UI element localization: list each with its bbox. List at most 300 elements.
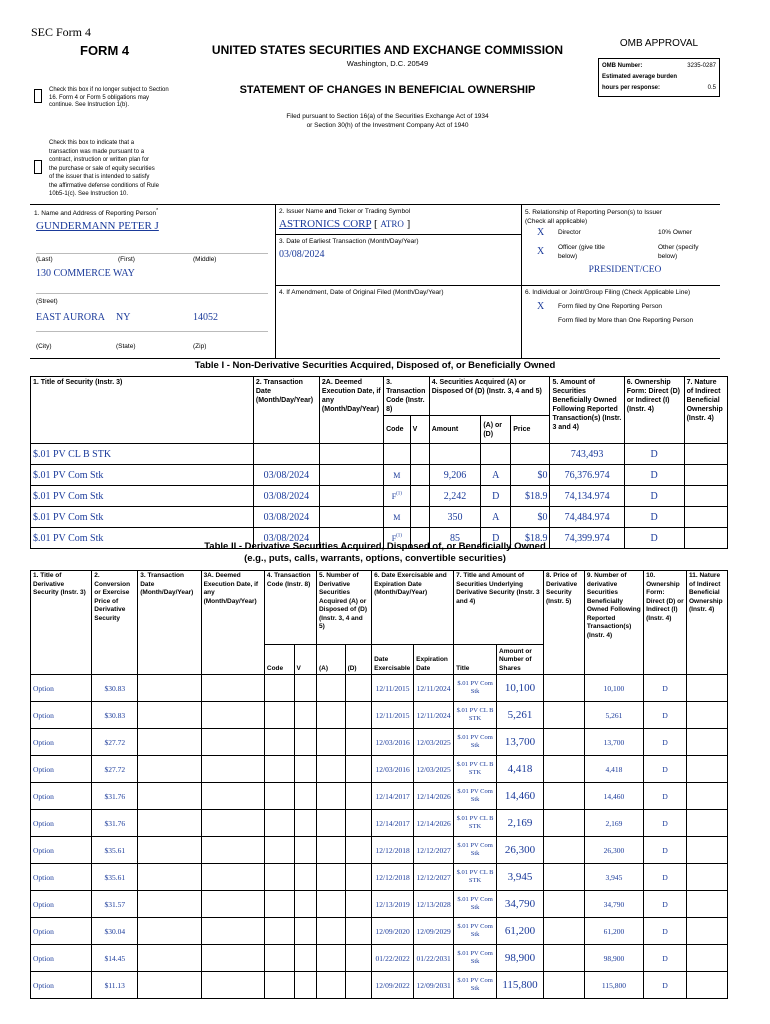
t2-exercisable-cell: 12/11/2015 [372, 702, 414, 729]
t2-form-cell: D [644, 810, 687, 837]
omb-burden-label: Estimated average burden [602, 74, 678, 80]
t2-exercisable-cell: 12/09/2020 [372, 918, 414, 945]
t2-h3a: 3A. Deemed Execution Date, if any (Month/Day/Year) [201, 571, 264, 675]
t2-price-cell: $30.83 [92, 702, 138, 729]
t2-nature-cell [686, 810, 727, 837]
t2-shares-cell: 14,460 [497, 783, 544, 810]
t2-form-cell: D [644, 972, 687, 999]
t1-ad-cell: D [481, 486, 511, 507]
t2-deemed-cell [201, 837, 264, 864]
director-label: Director [558, 229, 581, 236]
t2-underlying-cell: $.01 PV Com Stk [454, 972, 497, 999]
t2-owned-cell: 115,800 [584, 972, 643, 999]
t2-a-cell [316, 891, 345, 918]
t1-row [31, 465, 728, 486]
t2-a-cell [316, 837, 345, 864]
t2-h5: 5. Number of Derivative Securities Acquired (A) or Disposed of (D) (Instr. 3, 4 and 5) [316, 571, 371, 645]
table2-subtitle: (e.g., puts, calls, warrants, options, convertible securities) [244, 553, 506, 564]
t2-deriv-price-cell [544, 729, 585, 756]
ten-percent-owner-label: 10% Owner [658, 229, 692, 236]
t2-owned-cell: 10,100 [584, 675, 643, 702]
t2-a-cell [316, 810, 345, 837]
t2-expiration: Expiration Date [414, 645, 454, 675]
street-label: (Street) [36, 298, 58, 305]
last-label: (Last) [36, 256, 53, 263]
t1-form-cell: D [624, 507, 684, 528]
table2 [30, 570, 728, 999]
t2-h11: 11. Nature of Indirect Beneficial Ownership (Instr. 4) [686, 571, 727, 675]
t2-v-cell [294, 729, 316, 756]
t2-shares-cell: 34,790 [497, 891, 544, 918]
officer-label: Officer (give title below) [558, 244, 605, 260]
t2-a-cell [316, 756, 345, 783]
table1 [30, 376, 728, 549]
t2-deriv-price-cell [544, 810, 585, 837]
t1-amount-cell: 350 [429, 507, 481, 528]
first-label: (First) [118, 256, 135, 263]
t2-deemed-cell [201, 945, 264, 972]
t2-d-cell [345, 837, 372, 864]
t2-form-cell: D [644, 756, 687, 783]
t2-code-cell [264, 918, 294, 945]
t2-v-cell [294, 891, 316, 918]
box3-label: 3. Date of Earliest Transaction (Month/Day/Year) [279, 238, 419, 245]
omb-hours: 0.5 [707, 85, 716, 91]
t2-date-cell [138, 864, 201, 891]
t1-row [31, 444, 728, 465]
t2-expiration-cell: 12/11/2024 [414, 702, 454, 729]
t2-form-cell: D [644, 945, 687, 972]
omb-number-label: OMB Number: [602, 63, 643, 69]
t2-title-cell: Option [31, 729, 92, 756]
t2-exercisable: Date Exercisable [372, 645, 414, 675]
t2-price-cell: $31.76 [92, 810, 138, 837]
t2-shares-cell: 4,418 [497, 756, 544, 783]
t2-nature-cell [686, 756, 727, 783]
t2-owned-cell: 4,418 [584, 756, 643, 783]
t1-ad-cell [481, 444, 511, 465]
t2-h9: 9. Number of derivative Securities Beneficially Owned Following Reported Transaction(s) (Instr. 4) [584, 571, 643, 675]
t2-expiration-cell: 12/12/2027 [414, 864, 454, 891]
t2-expiration-cell: 12/14/2026 [414, 810, 454, 837]
t2-expiration-cell: 12/14/2026 [414, 783, 454, 810]
t2-price-cell: $27.72 [92, 756, 138, 783]
t2-shares-cell: 10,100 [497, 675, 544, 702]
city-value: EAST AURORA [36, 312, 105, 323]
t1-code-value: F [391, 533, 397, 543]
t1-v: V [410, 416, 429, 444]
t2-deriv-price-cell [544, 972, 585, 999]
t2-nature-cell [686, 729, 727, 756]
t2-deemed-cell [201, 918, 264, 945]
table1-title: Table I - Non-Derivative Securities Acquired, Disposed of, or Beneficially Owned [194, 360, 556, 371]
t2-form-cell: D [644, 918, 687, 945]
t2-code-cell [264, 864, 294, 891]
t2-title-cell: Option [31, 891, 92, 918]
one-person-label: Form filed by One Reporting Person [558, 303, 663, 310]
t2-deriv-price-cell [544, 891, 585, 918]
t2-a-cell [316, 783, 345, 810]
omb-number: 3235-0287 [687, 63, 716, 69]
t2-form-cell: D [644, 783, 687, 810]
t2-deriv-price-cell [544, 702, 585, 729]
t2-row [31, 783, 728, 810]
t2-v-cell [294, 783, 316, 810]
t1-row [31, 486, 728, 507]
t2-deriv-price-cell [544, 837, 585, 864]
middle-label: (Middle) [193, 256, 217, 263]
t2-row [31, 918, 728, 945]
t1-amount-cell: 9,206 [429, 465, 481, 486]
t2-code-cell [264, 837, 294, 864]
t1-nature-cell [684, 507, 727, 528]
t2-v-cell [294, 756, 316, 783]
t2-shares-cell: 5,261 [497, 702, 544, 729]
t2-d-cell [345, 783, 372, 810]
t2-title-cell: Option [31, 783, 92, 810]
t2-deemed-cell [201, 783, 264, 810]
t2-shares-cell: 13,700 [497, 729, 544, 756]
t1-ad: (A) or (D) [481, 416, 511, 444]
t2-row [31, 891, 728, 918]
omb-hours-row [602, 83, 716, 94]
t2-date-cell [138, 810, 201, 837]
t1-footnote-ref[interactable]: (1) [396, 491, 402, 497]
t2-d-cell [345, 729, 372, 756]
t1-deemed-cell [319, 507, 383, 528]
t2-date-cell [138, 729, 201, 756]
t2-underlying-cell: $.01 PV Com Stk [454, 783, 497, 810]
table2-title: Table II - Derivative Securities Acquired, Disposed of, or Beneficially Owned [204, 541, 546, 552]
t2-price-cell: $31.57 [92, 891, 138, 918]
officer-check[interactable]: X [537, 246, 545, 257]
t2-form-cell: D [644, 675, 687, 702]
t1-h3: 3. Transaction Code (Instr. 8) [384, 377, 430, 416]
t1-code-cell [384, 444, 411, 465]
rule-10b5-checkbox[interactable] [34, 160, 42, 174]
t1-price-cell: $0 [511, 465, 550, 486]
t2-d: (D) [345, 645, 372, 675]
t1-owned-cell: 74,134.974 [550, 486, 624, 507]
t1-amount-cell [429, 444, 481, 465]
t1-nature-cell [684, 465, 727, 486]
t2-v-cell [294, 810, 316, 837]
t2-underlying-cell: $.01 PV CL B STK [454, 702, 497, 729]
t1-h1: 1. Title of Security (Instr. 3) [31, 377, 254, 444]
t2-code-cell [264, 702, 294, 729]
t2-v-cell [294, 864, 316, 891]
t1-h4: 4. Securities Acquired (A) or Disposed Of (D) (Instr. 3, 4 and 5) [429, 377, 550, 416]
t2-d-cell [345, 918, 372, 945]
t2-exercisable-cell: 12/09/2022 [372, 972, 414, 999]
t2-deriv-price-cell [544, 945, 585, 972]
t2-deemed-cell [201, 810, 264, 837]
t2-nature-cell [686, 918, 727, 945]
box1-label: 1. Name and Address of Reporting Person* [34, 208, 159, 218]
t2-v-cell [294, 702, 316, 729]
one-person-check[interactable]: X [537, 301, 545, 312]
t2-nature-cell [686, 972, 727, 999]
state-label: (State) [116, 343, 136, 350]
t1-title-cell: $.01 PV Com Stk [31, 528, 254, 549]
t2-owned-cell: 3,945 [584, 864, 643, 891]
t2-form-cell: D [644, 891, 687, 918]
t2-v-cell [294, 837, 316, 864]
t1-title-cell: $.01 PV Com Stk [31, 507, 254, 528]
t2-a-cell [316, 729, 345, 756]
t1-v-cell [410, 465, 429, 486]
t2-owned-cell: 13,700 [584, 729, 643, 756]
t2-price-cell: $35.61 [92, 837, 138, 864]
t2-row [31, 756, 728, 783]
issuer-name[interactable]: ASTRONICS CORP [ ATRO ] [279, 218, 411, 230]
form-caption: SEC Form 4 [31, 25, 92, 39]
t2-h7: 7. Title and Amount of Securities Underlying Derivative Security (Instr. 3 and 4) [454, 571, 544, 645]
t2-price-cell: $11.13 [92, 972, 138, 999]
t2-h10: 10. Ownership Form: Direct (D) or Indirect (I) (Instr. 4) [644, 571, 687, 675]
t2-owned-cell: 5,261 [584, 702, 643, 729]
reporting-person-name[interactable]: GUNDERMANN PETER J [36, 220, 159, 232]
t2-price-cell: $35.61 [92, 864, 138, 891]
t2-underlying-cell: $.01 PV CL B STK [454, 756, 497, 783]
t2-deriv-price-cell [544, 918, 585, 945]
t2-shares-cell: 3,945 [497, 864, 544, 891]
omb-hours-label: hours per response: [602, 85, 661, 91]
t1-title-cell: $.01 PV Com Stk [31, 486, 254, 507]
t2-code-cell [264, 972, 294, 999]
t1-owned-cell: 74,399.974 [550, 528, 624, 549]
t2-date-cell [138, 945, 201, 972]
t2-date-cell [138, 756, 201, 783]
t2-h6: 6. Date Exercisable and Expiration Date (Month/Day/Year) [372, 571, 454, 645]
t1-form-cell: D [624, 465, 684, 486]
t2-form-cell: D [644, 837, 687, 864]
t1-h6: 6. Ownership Form: Direct (D) or Indirect (I) (Instr. 4) [624, 377, 684, 444]
t1-title-cell: $.01 PV Com Stk [31, 465, 254, 486]
t1-date-cell: 03/08/2024 [253, 465, 319, 486]
t2-row [31, 702, 728, 729]
t2-date-cell [138, 783, 201, 810]
t2-form-cell: D [644, 864, 687, 891]
t2-shares-cell: 115,800 [497, 972, 544, 999]
city-label: (City) [36, 343, 52, 350]
filed-line-1: Filed pursuant to Section 16(a) of the Securities Exchange Act of 1934 [286, 113, 489, 120]
t2-date-cell [138, 837, 201, 864]
t2-nature-cell [686, 891, 727, 918]
t1-amount-cell: 85 [429, 528, 481, 549]
box5-label: 5. Relationship of Reporting Person(s) to Issuer (Check all applicable) [525, 209, 662, 225]
earliest-transaction-date: 03/08/2024 [279, 249, 325, 260]
t1-v-cell [410, 444, 429, 465]
t1-date-cell: 03/08/2024 [253, 486, 319, 507]
street-value: 130 COMMERCE WAY [36, 268, 135, 279]
t2-code-cell [264, 783, 294, 810]
t2-a-cell [316, 945, 345, 972]
t2-exercisable-cell: 12/13/2019 [372, 891, 414, 918]
t2-price-cell: $14.45 [92, 945, 138, 972]
t1-ad-cell: D [481, 528, 511, 549]
t2-expiration-cell: 12/03/2025 [414, 756, 454, 783]
t2-code-cell [264, 756, 294, 783]
t2-title: Title [454, 645, 497, 675]
other-label: Other (specify below) [658, 244, 699, 260]
t2-exercisable-cell: 12/14/2017 [372, 810, 414, 837]
t1-form-cell: D [624, 486, 684, 507]
t2-deemed-cell [201, 972, 264, 999]
t2-underlying-cell: $.01 PV Com Stk [454, 891, 497, 918]
t1-owned-cell: 743,493 [550, 444, 624, 465]
t2-a-cell [316, 675, 345, 702]
t2-deriv-price-cell [544, 783, 585, 810]
t2-amount: Amount or Number of Shares [497, 645, 544, 675]
t2-deemed-cell [201, 756, 264, 783]
omb-title: OMB APPROVAL [619, 38, 699, 49]
t2-h2: 2. Conversion or Exercise Price of Derivative Security [92, 571, 138, 675]
t1-date-cell: 03/08/2024 [253, 507, 319, 528]
t1-title-cell: $.01 PV CL B STK [31, 444, 254, 465]
t2-underlying-cell: $.01 PV CL B STK [454, 810, 497, 837]
t2-title-cell: Option [31, 972, 92, 999]
no-longer-subject-checkbox[interactable] [34, 89, 42, 103]
omb-number-row [602, 61, 716, 72]
t2-title-cell: Option [31, 918, 92, 945]
t1-nature-cell [684, 444, 727, 465]
t2-expiration-cell: 12/09/2031 [414, 972, 454, 999]
t2-underlying-cell: $.01 PV Com Stk [454, 945, 497, 972]
t2-underlying-cell: $.01 PV Com Stk [454, 918, 497, 945]
t2-underlying-cell: $.01 PV Com Stk [454, 729, 497, 756]
t2-title-cell: Option [31, 675, 92, 702]
t2-h8: 8. Price of Derivative Security (Instr. 5) [544, 571, 585, 675]
t2-exercisable-cell: 12/11/2015 [372, 675, 414, 702]
t1-code-cell [384, 507, 411, 528]
t2-code: Code [264, 645, 294, 675]
t1-footnote-ref[interactable]: (1) [396, 533, 402, 539]
t2-row [31, 675, 728, 702]
t2-a-cell [316, 918, 345, 945]
t1-code-cell [384, 486, 411, 507]
t2-date-cell [138, 972, 201, 999]
t1-code-cell [384, 465, 411, 486]
t1-h2a: 2A. Deemed Execution Date, if any (Month/Day/Year) [319, 377, 383, 444]
t2-owned-cell: 61,200 [584, 918, 643, 945]
t2-a-cell [316, 702, 345, 729]
t1-owned-cell: 74,484.974 [550, 507, 624, 528]
t1-h7: 7. Nature of Indirect Beneficial Ownership (Instr. 4) [684, 377, 727, 444]
t2-code-cell [264, 810, 294, 837]
t2-underlying-cell: $.01 PV Com Stk [454, 837, 497, 864]
t2-h3: 3. Transaction Date (Month/Day/Year) [138, 571, 201, 675]
t2-d-cell [345, 945, 372, 972]
t2-deriv-price-cell [544, 756, 585, 783]
t2-d-cell [345, 864, 372, 891]
t2-d-cell [345, 675, 372, 702]
t2-date-cell [138, 891, 201, 918]
t2-nature-cell [686, 864, 727, 891]
t1-price-cell: $18.9 [511, 528, 550, 549]
t2-shares-cell: 98,900 [497, 945, 544, 972]
t1-date-cell [253, 444, 319, 465]
t1-code-value: F [391, 491, 397, 501]
t2-expiration-cell: 12/12/2027 [414, 837, 454, 864]
state-value: NY [116, 312, 131, 323]
t2-date-cell [138, 918, 201, 945]
zip-label: (Zip) [193, 343, 207, 350]
t2-h4: 4. Transaction Code (Instr. 8) [264, 571, 316, 645]
t1-code: Code [384, 416, 411, 444]
t2-title-cell: Option [31, 702, 92, 729]
t2-owned-cell: 98,900 [584, 945, 643, 972]
filed-line-2: or Section 30(h) of the Investment Company Act of 1940 [306, 122, 469, 129]
box4-label: 4. If Amendment, Date of Original Filed (Month/Day/Year) [279, 289, 444, 296]
t2-exercisable-cell: 12/03/2016 [372, 756, 414, 783]
director-check[interactable]: X [537, 227, 545, 238]
t1-h2: 2. Transaction Date (Month/Day/Year) [253, 377, 319, 444]
t1-price: Price [511, 416, 550, 444]
t1-h5: 5. Amount of Securities Beneficially Owned Following Reported Transaction(s) (Instr. 3 and 4) [550, 377, 624, 444]
t1-form-cell: D [624, 528, 684, 549]
t2-v: V [294, 645, 316, 675]
t2-date-cell [138, 702, 201, 729]
zip-value: 14052 [193, 312, 218, 323]
t2-price-cell: $30.83 [92, 675, 138, 702]
t2-title-cell: Option [31, 864, 92, 891]
t1-form-cell: D [624, 444, 684, 465]
t2-expiration-cell: 01/22/2031 [414, 945, 454, 972]
t2-a-cell [316, 972, 345, 999]
t2-price-cell: $30.04 [92, 918, 138, 945]
t1-amount-cell: 2,242 [429, 486, 481, 507]
t2-underlying-cell: $.01 PV Com Stk [454, 675, 497, 702]
rule-10b5-text: Check this box to indicate that a transaction was made pursuant to a contract, instruction or written plan for the purchase or sale of equity securities of the issuer that is intended to satisfy the affirmative defense conditions of Rule 10b5-1(c). See Instruction 10. [49, 140, 159, 197]
t1-row [31, 507, 728, 528]
t2-code-cell [264, 945, 294, 972]
t2-nature-cell [686, 783, 727, 810]
t2-deemed-cell [201, 675, 264, 702]
t1-amount: Amount [429, 416, 481, 444]
t2-d-cell [345, 810, 372, 837]
t2-row [31, 810, 728, 837]
t2-price-cell: $31.76 [92, 783, 138, 810]
commission-title: UNITED STATES SECURITIES AND EXCHANGE COMMISSION [211, 43, 564, 57]
t2-code-cell [264, 729, 294, 756]
t1-owned-cell: 76,376.974 [550, 465, 624, 486]
t1-price-cell: $18.9 [511, 486, 550, 507]
t2-owned-cell: 34,790 [584, 891, 643, 918]
t1-nature-cell [684, 486, 727, 507]
t2-a-cell [316, 864, 345, 891]
t2-nature-cell [686, 675, 727, 702]
officer-title: PRESIDENT/CEO [588, 265, 662, 275]
box2-label: 2. Issuer Name and Ticker or Trading Symbol [279, 208, 411, 215]
t2-row [31, 864, 728, 891]
t2-exercisable-cell: 12/03/2016 [372, 729, 414, 756]
t2-exercisable-cell: 12/12/2018 [372, 864, 414, 891]
t2-code-cell [264, 891, 294, 918]
box6-label: 6. Individual or Joint/Group Filing (Check Applicable Line) [525, 289, 691, 296]
t2-deriv-price-cell [544, 675, 585, 702]
t1-price-cell [511, 444, 550, 465]
t1-deemed-cell [319, 486, 383, 507]
t1-date-cell: 03/08/2024 [253, 528, 319, 549]
t1-ad-cell: A [481, 507, 511, 528]
t2-date-cell [138, 675, 201, 702]
more-person-label: Form filed by More than One Reporting Person [558, 317, 694, 324]
t1-v-cell [410, 507, 429, 528]
commission-location: Washington, D.C. 20549 [346, 59, 429, 68]
t2-d-cell [345, 891, 372, 918]
t2-nature-cell [686, 702, 727, 729]
